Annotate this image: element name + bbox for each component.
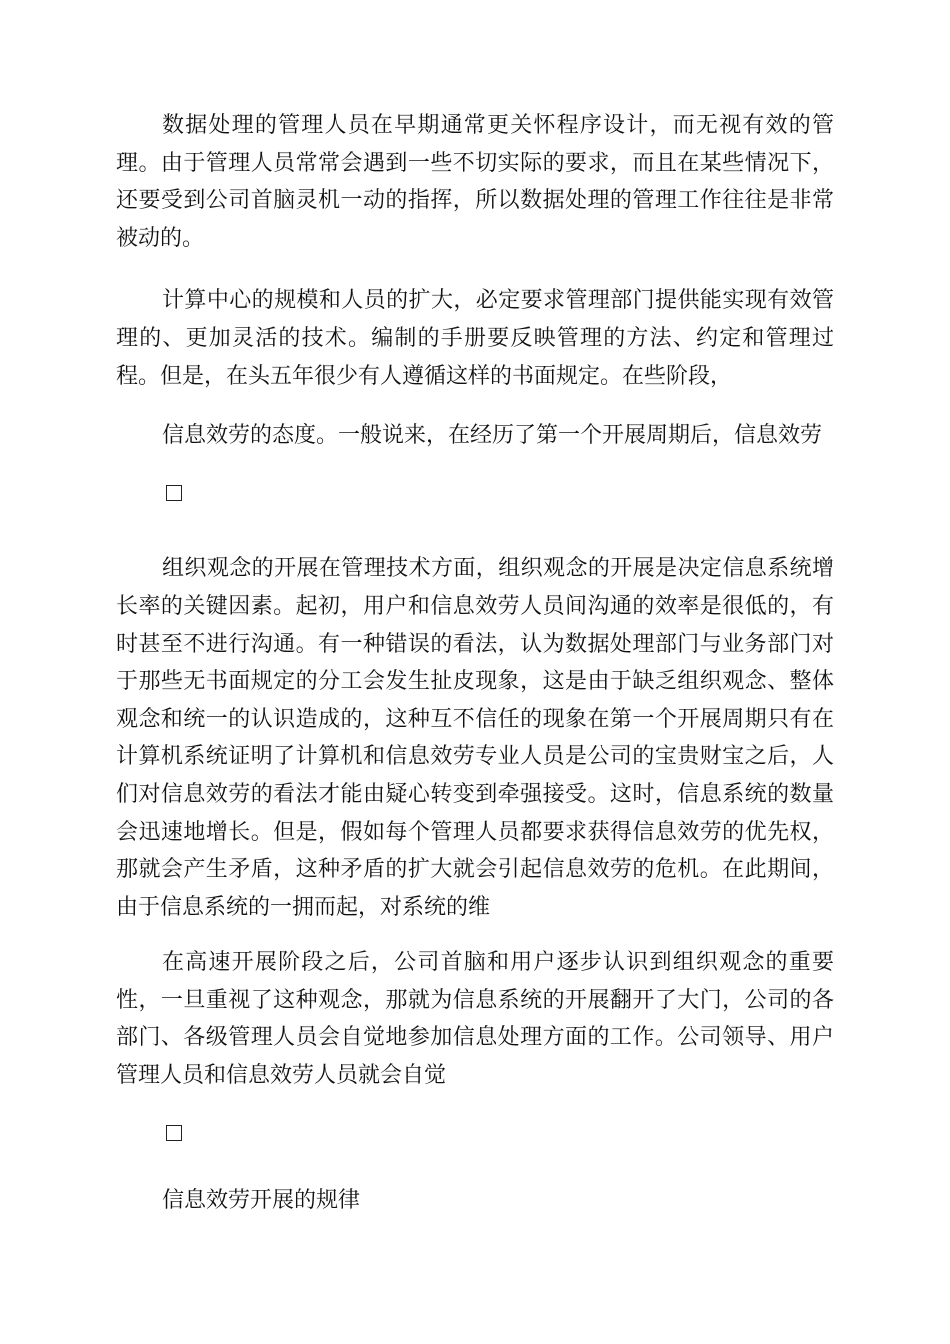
empty-box-icon	[166, 1125, 182, 1141]
paragraph-after-rapid-growth: 在高速开展阶段之后，公司首脑和用户逐步认识到组织观念的重要性，一旦重视了这种观念，那就为信息系统的开展翻开了大门，公司的各部门、各级管理人员会自觉地参加信息处理方面的工作。公司领导、用户管理人员和信息效劳人员就会自觉	[116, 950, 834, 1089]
placeholder-box-row-1	[116, 485, 834, 523]
paragraph-service-attitude: 信息效劳的态度。一般说来，在经历了第一个开展周期后，信息效劳	[162, 423, 823, 449]
paragraph-early-management: 数据处理的管理人员在早期通常更关怀程序设计，而无视有效的管理。由于管理人员常常会遇到一些不切实际的要求，而且在某些情况下，还要受到公司首脑灵机一动的指挥，所以数据处理的管理工作往往是非常被动的。	[116, 113, 834, 251]
document-page	[116, 107, 834, 1220]
paragraph-service-law-heading: 信息效劳开展的规律	[162, 1188, 361, 1214]
placeholder-box-row-2	[116, 1125, 834, 1163]
empty-box-icon	[166, 485, 182, 501]
paragraph-organization-concept: 组织观念的开展在管理技术方面，组织观念的开展是决定信息系统增长率的关键因素。起初，用户和信息效劳人员间沟通的效率是很低的，有时甚至不进行沟通。有一种错误的看法，认为数据处理部门与业务部门对于那些无书面规定的分工会发生扯皮现象，这是由于缺乏组织观念、整体观念和统一的认识造成的，这种互不信任的现象在第一个开展周期只有在计算机系统证明了计算机和信息效劳专业人员是公司的宝贵财宝之后，人们对信息效劳的看法才能由疑心转变到牵强接受。这时，信息系统的数量会迅速地增长。但是，假如每个管理人员都要求获得信息效劳的优先权，那就会产生矛盾，这种矛盾的扩大就会引起信息效劳的危机。在此期间，由于信息系统的一拥而起，对系统的维	[116, 556, 834, 920]
paragraph-computing-center: 计算中心的规模和人员的扩大，必定要求管理部门提供能实现有效管理的、更加灵活的技术。编制的手册要反映管理的方法、约定和管理过程。但是，在头五年很少有人遵循这样的书面规定。在些阶段，	[116, 288, 834, 389]
